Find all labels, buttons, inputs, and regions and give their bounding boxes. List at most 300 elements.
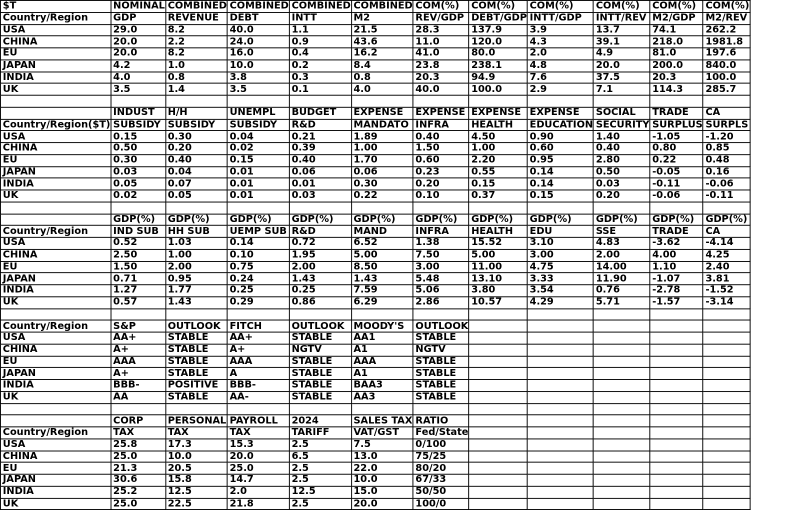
column-header-cell[interactable]: EXPENSE — [413, 107, 469, 119]
value-cell[interactable]: STABLE — [289, 332, 351, 344]
value-cell[interactable]: 5.00 — [469, 249, 527, 261]
value-cell[interactable]: 4.3 — [527, 36, 593, 48]
column-header-cell[interactable]: TARIFF — [289, 427, 351, 439]
value-cell[interactable]: 30.6 — [111, 474, 166, 486]
value-cell[interactable]: 285.7 — [703, 83, 750, 95]
value-cell[interactable]: 2.5 — [289, 462, 351, 474]
column-header-cell[interactable]: INTT — [289, 12, 351, 24]
value-cell[interactable]: 114.3 — [650, 83, 703, 95]
value-cell[interactable] — [527, 391, 593, 403]
value-cell[interactable]: A1 — [351, 368, 413, 380]
value-cell[interactable]: 2.5 — [289, 439, 351, 451]
value-cell[interactable]: 2.0 — [527, 48, 593, 60]
value-cell[interactable] — [527, 344, 593, 356]
column-header-cell[interactable] — [650, 427, 703, 439]
value-cell[interactable] — [703, 344, 750, 356]
column-header-cell[interactable]: EDUCATION — [527, 119, 593, 131]
empty-cell[interactable] — [289, 95, 351, 107]
column-header-cell[interactable]: IND SUB — [111, 226, 166, 238]
value-cell[interactable]: POSITIVE — [165, 379, 227, 391]
value-cell[interactable]: 13.7 — [593, 24, 649, 36]
column-header-cell[interactable]: COM(%) — [413, 0, 469, 12]
empty-cell[interactable] — [111, 308, 166, 320]
column-header-cell[interactable]: INFRA — [413, 119, 469, 131]
value-cell[interactable]: 0.04 — [165, 166, 227, 178]
empty-cell[interactable] — [527, 308, 593, 320]
empty-cell[interactable] — [165, 403, 227, 415]
value-cell[interactable]: 40.0 — [227, 24, 289, 36]
value-cell[interactable]: 1.50 — [111, 261, 166, 273]
value-cell[interactable]: -1.20 — [703, 131, 750, 143]
value-cell[interactable]: 137.9 — [469, 24, 527, 36]
value-cell[interactable] — [703, 486, 750, 498]
value-cell[interactable] — [469, 486, 527, 498]
value-cell[interactable]: 2.0 — [227, 486, 289, 498]
value-cell[interactable]: 0.3 — [289, 72, 351, 84]
value-cell[interactable]: 2.20 — [469, 154, 527, 166]
value-cell[interactable] — [527, 332, 593, 344]
value-cell[interactable] — [527, 379, 593, 391]
value-cell[interactable] — [527, 486, 593, 498]
value-cell[interactable]: 10.0 — [351, 474, 413, 486]
value-cell[interactable]: -2.78 — [650, 285, 703, 297]
value-cell[interactable] — [650, 439, 703, 451]
value-cell[interactable]: 20.0 — [227, 451, 289, 463]
column-header-cell[interactable]: REV/GDP — [413, 12, 469, 24]
column-header-cell[interactable]: M2 — [351, 12, 413, 24]
column-header-cell[interactable]: INTT/REV — [593, 12, 649, 24]
value-cell[interactable] — [703, 379, 750, 391]
value-cell[interactable]: 20.0 — [351, 498, 413, 510]
row-label-header-cell[interactable] — [0, 107, 110, 119]
value-cell[interactable]: BBB- — [111, 379, 166, 391]
column-header-cell[interactable]: GDP(%) — [650, 214, 703, 226]
value-cell[interactable]: 2.5 — [289, 474, 351, 486]
value-cell[interactable]: 200.0 — [650, 60, 703, 72]
value-cell[interactable]: 20.3 — [413, 72, 469, 84]
value-cell[interactable] — [650, 451, 703, 463]
value-cell[interactable]: 15.52 — [469, 237, 527, 249]
empty-cell[interactable] — [227, 308, 289, 320]
row-label-header-cell[interactable] — [0, 415, 110, 427]
column-header-cell[interactable]: MAND — [351, 226, 413, 238]
value-cell[interactable]: 16.0 — [227, 48, 289, 60]
value-cell[interactable]: 14.7 — [227, 474, 289, 486]
value-cell[interactable]: STABLE — [413, 391, 469, 403]
value-cell[interactable]: 2.2 — [165, 36, 227, 48]
value-cell[interactable]: 0.22 — [351, 190, 413, 202]
value-cell[interactable]: STABLE — [413, 356, 469, 368]
value-cell[interactable]: 3.5 — [227, 83, 289, 95]
value-cell[interactable] — [650, 391, 703, 403]
value-cell[interactable]: 14.00 — [593, 261, 649, 273]
value-cell[interactable] — [593, 462, 649, 474]
value-cell[interactable]: 8.4 — [351, 60, 413, 72]
column-header-cell[interactable]: SURPLUS — [650, 119, 703, 131]
value-cell[interactable] — [527, 356, 593, 368]
value-cell[interactable]: 0.25 — [227, 285, 289, 297]
value-cell[interactable]: 21.8 — [227, 498, 289, 510]
column-header-cell[interactable]: COM(%) — [593, 0, 649, 12]
column-header-cell[interactable]: M2/GDP — [650, 12, 703, 24]
empty-cell[interactable] — [227, 95, 289, 107]
empty-cell[interactable] — [413, 202, 469, 214]
value-cell[interactable]: 0.14 — [527, 166, 593, 178]
value-cell[interactable]: STABLE — [165, 332, 227, 344]
column-header-cell[interactable]: TAX — [227, 427, 289, 439]
column-header-cell[interactable]: Fed/State — [413, 427, 469, 439]
value-cell[interactable]: 20.0 — [111, 48, 166, 60]
empty-cell[interactable] — [593, 403, 649, 415]
empty-cell[interactable] — [413, 95, 469, 107]
value-cell[interactable]: 1.43 — [351, 273, 413, 285]
country-cell[interactable]: INDIA — [0, 178, 110, 190]
value-cell[interactable] — [469, 474, 527, 486]
value-cell[interactable]: 0.15 — [469, 178, 527, 190]
value-cell[interactable]: 0.01 — [227, 190, 289, 202]
value-cell[interactable]: STABLE — [289, 356, 351, 368]
column-header-cell[interactable]: R&D — [289, 226, 351, 238]
empty-cell[interactable] — [165, 95, 227, 107]
value-cell[interactable]: 0.23 — [413, 166, 469, 178]
value-cell[interactable] — [527, 474, 593, 486]
value-cell[interactable]: 100/0 — [413, 498, 469, 510]
value-cell[interactable]: -1.07 — [650, 273, 703, 285]
value-cell[interactable]: 0.40 — [289, 154, 351, 166]
value-cell[interactable]: 0.72 — [289, 237, 351, 249]
value-cell[interactable]: 1.43 — [165, 297, 227, 309]
column-header-cell[interactable]: GDP(%) — [227, 214, 289, 226]
column-header-cell[interactable]: R&D — [289, 119, 351, 131]
value-cell[interactable]: 0.50 — [111, 143, 166, 155]
empty-cell[interactable] — [593, 95, 649, 107]
value-cell[interactable]: 0.03 — [111, 166, 166, 178]
country-cell[interactable]: INDIA — [0, 486, 110, 498]
value-cell[interactable]: 0.75 — [227, 261, 289, 273]
value-cell[interactable]: AA — [111, 391, 166, 403]
value-cell[interactable]: 16.2 — [351, 48, 413, 60]
value-cell[interactable]: 7.50 — [413, 249, 469, 261]
value-cell[interactable] — [593, 356, 649, 368]
value-cell[interactable]: -3.62 — [650, 237, 703, 249]
column-header-cell[interactable]: M2/REV — [703, 12, 750, 24]
country-cell[interactable]: INDIA — [0, 72, 110, 84]
value-cell[interactable] — [650, 379, 703, 391]
value-cell[interactable]: 20.5 — [165, 462, 227, 474]
value-cell[interactable]: 43.6 — [351, 36, 413, 48]
column-header-cell[interactable]: GDP(%) — [289, 214, 351, 226]
value-cell[interactable] — [650, 462, 703, 474]
value-cell[interactable] — [703, 498, 750, 510]
value-cell[interactable]: 22.5 — [165, 498, 227, 510]
column-header-cell[interactable]: OUTLOOK — [289, 320, 351, 332]
value-cell[interactable]: 11.0 — [413, 36, 469, 48]
column-header-cell[interactable]: BUDGET — [289, 107, 351, 119]
column-header-cell[interactable]: CORP — [111, 415, 166, 427]
empty-cell[interactable] — [650, 95, 703, 107]
value-cell[interactable]: 4.8 — [527, 60, 593, 72]
value-cell[interactable]: 0.40 — [593, 143, 649, 155]
value-cell[interactable]: 0.15 — [527, 190, 593, 202]
column-header-cell[interactable]: GDP(%) — [413, 214, 469, 226]
value-cell[interactable]: 840.0 — [703, 60, 750, 72]
value-cell[interactable] — [527, 498, 593, 510]
value-cell[interactable]: 4.50 — [469, 131, 527, 143]
empty-cell[interactable] — [469, 308, 527, 320]
value-cell[interactable]: -3.14 — [703, 297, 750, 309]
value-cell[interactable]: 15.0 — [351, 486, 413, 498]
value-cell[interactable]: -0.06 — [703, 178, 750, 190]
value-cell[interactable] — [469, 344, 527, 356]
country-cell[interactable]: UK — [0, 190, 110, 202]
column-header-cell[interactable]: GDP(%) — [351, 214, 413, 226]
column-header-cell[interactable]: MANDATO — [351, 119, 413, 131]
value-cell[interactable]: 4.2 — [111, 60, 166, 72]
empty-cell[interactable] — [650, 202, 703, 214]
column-header-cell[interactable]: GDP(%) — [593, 214, 649, 226]
country-cell[interactable]: USA — [0, 439, 110, 451]
value-cell[interactable]: 0.20 — [165, 143, 227, 155]
value-cell[interactable]: 0.95 — [527, 154, 593, 166]
column-header-cell[interactable]: FITCH — [227, 320, 289, 332]
empty-cell[interactable] — [351, 403, 413, 415]
column-header-cell[interactable]: DEBT/GDP — [469, 12, 527, 24]
value-cell[interactable]: 0.14 — [227, 237, 289, 249]
value-cell[interactable]: 0.57 — [111, 297, 166, 309]
value-cell[interactable]: 0.10 — [227, 249, 289, 261]
country-cell[interactable]: CHINA — [0, 249, 110, 261]
value-cell[interactable] — [527, 451, 593, 463]
value-cell[interactable]: AA+ — [227, 332, 289, 344]
value-cell[interactable]: 1.89 — [351, 131, 413, 143]
column-header-cell[interactable]: SOCIAL — [593, 107, 649, 119]
column-header-cell[interactable]: EXPENSE — [469, 107, 527, 119]
value-cell[interactable]: STABLE — [165, 344, 227, 356]
value-cell[interactable]: 0.07 — [165, 178, 227, 190]
column-header-cell[interactable]: EXPENSE — [527, 107, 593, 119]
country-cell[interactable]: USA — [0, 24, 110, 36]
value-cell[interactable]: 0.01 — [227, 166, 289, 178]
value-cell[interactable]: 100.0 — [703, 72, 750, 84]
value-cell[interactable]: BBB- — [227, 379, 289, 391]
row-label-header-cell[interactable]: Country/Region — [0, 12, 110, 24]
column-header-cell[interactable]: SALES TAX — [351, 415, 413, 427]
value-cell[interactable]: 5.48 — [413, 273, 469, 285]
empty-cell[interactable] — [527, 202, 593, 214]
value-cell[interactable]: 1.50 — [413, 143, 469, 155]
value-cell[interactable]: 5.00 — [351, 249, 413, 261]
value-cell[interactable]: 1.40 — [593, 131, 649, 143]
country-cell[interactable]: UK — [0, 391, 110, 403]
value-cell[interactable]: 0.06 — [351, 166, 413, 178]
value-cell[interactable]: 11.00 — [469, 261, 527, 273]
value-cell[interactable]: 100.0 — [469, 83, 527, 95]
value-cell[interactable]: 0.30 — [165, 131, 227, 143]
column-header-cell[interactable]: TRADE — [650, 226, 703, 238]
value-cell[interactable]: 4.83 — [593, 237, 649, 249]
value-cell[interactable]: AAA — [351, 356, 413, 368]
value-cell[interactable]: 0.02 — [111, 190, 166, 202]
column-header-cell[interactable]: GDP(%) — [527, 214, 593, 226]
column-header-cell[interactable] — [703, 320, 750, 332]
value-cell[interactable] — [469, 332, 527, 344]
empty-cell[interactable] — [165, 202, 227, 214]
value-cell[interactable]: A+ — [111, 344, 166, 356]
column-header-cell[interactable]: UNEMPL — [227, 107, 289, 119]
empty-cell[interactable] — [413, 403, 469, 415]
value-cell[interactable]: 24.0 — [227, 36, 289, 48]
value-cell[interactable] — [527, 368, 593, 380]
empty-cell[interactable] — [703, 308, 750, 320]
value-cell[interactable]: 1981.8 — [703, 36, 750, 48]
column-header-cell[interactable]: SURPLS — [703, 119, 750, 131]
value-cell[interactable] — [593, 474, 649, 486]
value-cell[interactable]: 8.50 — [351, 261, 413, 273]
value-cell[interactable]: 1.77 — [165, 285, 227, 297]
value-cell[interactable] — [593, 486, 649, 498]
column-header-cell[interactable] — [650, 320, 703, 332]
value-cell[interactable]: AAA — [227, 356, 289, 368]
value-cell[interactable]: 197.6 — [703, 48, 750, 60]
column-header-cell[interactable] — [469, 415, 527, 427]
value-cell[interactable] — [527, 439, 593, 451]
empty-cell[interactable] — [289, 202, 351, 214]
column-header-cell[interactable]: SUBSIDY — [111, 119, 166, 131]
column-header-cell[interactable]: COM(%) — [527, 0, 593, 12]
column-header-cell[interactable]: EXPENSE — [351, 107, 413, 119]
value-cell[interactable]: STABLE — [413, 368, 469, 380]
value-cell[interactable]: 0.05 — [111, 178, 166, 190]
value-cell[interactable]: A+ — [111, 368, 166, 380]
value-cell[interactable]: 12.5 — [289, 486, 351, 498]
country-cell[interactable]: JAPAN — [0, 474, 110, 486]
column-header-cell[interactable]: GDP(%) — [469, 214, 527, 226]
value-cell[interactable]: 94.9 — [469, 72, 527, 84]
value-cell[interactable]: 0.05 — [165, 190, 227, 202]
value-cell[interactable]: 80.0 — [469, 48, 527, 60]
value-cell[interactable]: 0.8 — [351, 72, 413, 84]
empty-cell[interactable] — [703, 403, 750, 415]
value-cell[interactable]: 7.59 — [351, 285, 413, 297]
row-label-header-cell[interactable]: Country/Region($T) — [0, 119, 110, 131]
value-cell[interactable]: AA- — [227, 391, 289, 403]
column-header-cell[interactable]: HEALTH — [469, 226, 527, 238]
value-cell[interactable]: 22.0 — [351, 462, 413, 474]
country-cell[interactable]: CHINA — [0, 143, 110, 155]
value-cell[interactable]: 20.3 — [650, 72, 703, 84]
value-cell[interactable] — [650, 332, 703, 344]
value-cell[interactable]: 1.27 — [111, 285, 166, 297]
column-header-cell[interactable]: 2024 — [289, 415, 351, 427]
value-cell[interactable]: 218.0 — [650, 36, 703, 48]
column-header-cell[interactable]: CA — [703, 107, 750, 119]
value-cell[interactable]: 1.00 — [351, 143, 413, 155]
value-cell[interactable]: 0.02 — [227, 143, 289, 155]
value-cell[interactable]: 0.9 — [289, 36, 351, 48]
column-header-cell[interactable] — [703, 427, 750, 439]
value-cell[interactable]: 3.81 — [703, 273, 750, 285]
value-cell[interactable]: 1.00 — [469, 143, 527, 155]
column-header-cell[interactable]: OUTLOOK — [165, 320, 227, 332]
value-cell[interactable]: 7.1 — [593, 83, 649, 95]
value-cell[interactable]: 80/20 — [413, 462, 469, 474]
value-cell[interactable]: 0.2 — [289, 60, 351, 72]
value-cell[interactable]: 3.10 — [527, 237, 593, 249]
value-cell[interactable]: STABLE — [165, 356, 227, 368]
value-cell[interactable]: 67/33 — [413, 474, 469, 486]
value-cell[interactable]: 0.14 — [527, 178, 593, 190]
empty-cell[interactable] — [650, 403, 703, 415]
value-cell[interactable]: 2.00 — [165, 261, 227, 273]
country-cell[interactable]: JAPAN — [0, 60, 110, 72]
value-cell[interactable] — [703, 462, 750, 474]
value-cell[interactable] — [469, 498, 527, 510]
value-cell[interactable]: -0.11 — [703, 190, 750, 202]
value-cell[interactable]: 25.0 — [111, 498, 166, 510]
value-cell[interactable]: 2.5 — [289, 498, 351, 510]
column-header-cell[interactable]: INTT/GDP — [527, 12, 593, 24]
value-cell[interactable]: A — [227, 368, 289, 380]
column-header-cell[interactable]: TRADE — [650, 107, 703, 119]
value-cell[interactable]: 0.52 — [111, 237, 166, 249]
empty-cell[interactable] — [351, 308, 413, 320]
value-cell[interactable]: 1.10 — [650, 261, 703, 273]
value-cell[interactable]: STABLE — [413, 379, 469, 391]
value-cell[interactable]: 4.29 — [527, 297, 593, 309]
value-cell[interactable] — [593, 451, 649, 463]
country-cell[interactable]: INDIA — [0, 285, 110, 297]
country-cell[interactable]: UK — [0, 297, 110, 309]
value-cell[interactable]: 29.0 — [111, 24, 166, 36]
value-cell[interactable]: 15.8 — [165, 474, 227, 486]
empty-cell[interactable] — [111, 95, 166, 107]
value-cell[interactable]: AA+ — [111, 332, 166, 344]
value-cell[interactable]: 5.71 — [593, 297, 649, 309]
value-cell[interactable]: 50/50 — [413, 486, 469, 498]
value-cell[interactable]: 3.5 — [111, 83, 166, 95]
value-cell[interactable]: 4.00 — [650, 249, 703, 261]
value-cell[interactable] — [469, 368, 527, 380]
value-cell[interactable]: 0.15 — [227, 154, 289, 166]
value-cell[interactable]: 8.2 — [165, 24, 227, 36]
value-cell[interactable]: 4.0 — [351, 83, 413, 95]
value-cell[interactable]: 15.3 — [227, 439, 289, 451]
value-cell[interactable]: 0.30 — [111, 154, 166, 166]
value-cell[interactable] — [650, 474, 703, 486]
value-cell[interactable]: 8.2 — [165, 48, 227, 60]
value-cell[interactable] — [703, 451, 750, 463]
value-cell[interactable]: 4.0 — [111, 72, 166, 84]
value-cell[interactable] — [650, 498, 703, 510]
country-cell[interactable]: USA — [0, 332, 110, 344]
value-cell[interactable]: 0.71 — [111, 273, 166, 285]
value-cell[interactable]: 0.04 — [227, 131, 289, 143]
value-cell[interactable]: 1.00 — [165, 249, 227, 261]
value-cell[interactable]: 0.90 — [527, 131, 593, 143]
column-header-cell[interactable]: PAYROLL — [227, 415, 289, 427]
value-cell[interactable]: 0.50 — [593, 166, 649, 178]
column-header-cell[interactable]: DEBT — [227, 12, 289, 24]
column-header-cell[interactable]: S&P — [111, 320, 166, 332]
value-cell[interactable]: 0.1 — [289, 83, 351, 95]
value-cell[interactable]: 7.6 — [527, 72, 593, 84]
country-cell[interactable]: JAPAN — [0, 368, 110, 380]
value-cell[interactable]: 0.22 — [650, 154, 703, 166]
column-header-cell[interactable]: COM(%) — [703, 0, 750, 12]
country-cell[interactable]: EU — [0, 356, 110, 368]
country-cell[interactable]: USA — [0, 131, 110, 143]
column-header-cell[interactable]: VAT/GST — [351, 427, 413, 439]
